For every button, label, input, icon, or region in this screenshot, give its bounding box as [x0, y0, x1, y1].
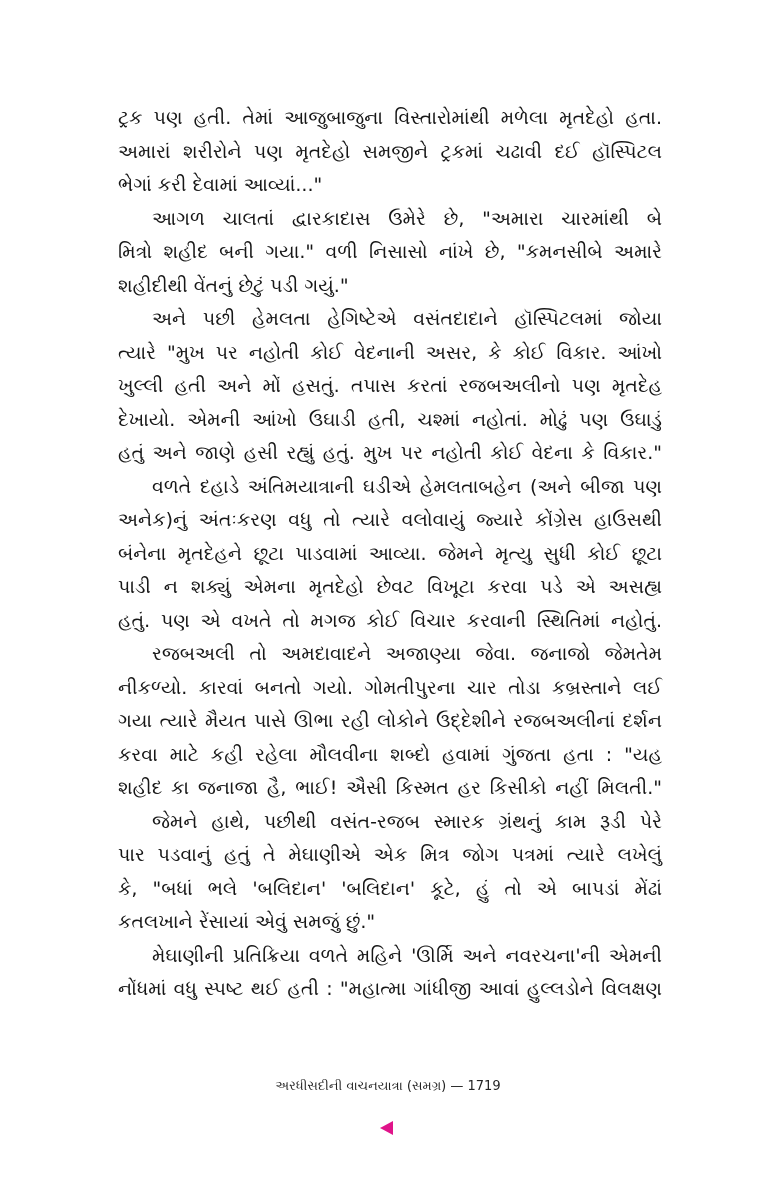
text-line: હતું. પણ એ વખતે તો મગજ કોઈ વિચાર કરવાની સ્થિતિમાં નહોતું.: [118, 609, 662, 632]
page-body: [118, 102, 662, 1007]
text-line: અમારાં શરીરોને પણ મૃતદેહો સમજીને ટ્રકમાં ચઢાવી દઈ હૉસ્પિટલ: [118, 140, 662, 163]
paragraph: [118, 471, 662, 639]
text-line: ત્યારે "મુખ પર નહોતી કોઈ વેદનાની અસર, કે કોઈ વિકાર. આંખો: [118, 341, 662, 364]
running-footer: અરધીસદીની વાચનયાત્રા (સમગ્ર) — 1719: [275, 1079, 501, 1094]
paragraph: [118, 806, 662, 940]
text-line: ટ્રક પણ હતી. તેમાં આજુબાજુના વિસ્તારોમાંથી મળેલા મૃતદેહો હતા.: [118, 107, 662, 129]
text-line: ભેગાં કરી દેવામાં આવ્યાં...": [118, 174, 323, 196]
text-line: રજબઅલી તો અમદાવાદને અજાણ્યા જેવા. જનાજો જેમતેમ: [152, 643, 662, 665]
previous-page-arrow-icon[interactable]: [380, 1121, 393, 1135]
text-line: વળતે દહાડે અંતિમયાત્રાની ઘડીએ હેમલતાબહેન (અને બીજા પણ: [152, 475, 662, 498]
text-line: પાડી ન શક્યું એમના મૃતદેહો છેવટ વિખૂટા કરવા પડે એ અસહ્ય: [118, 576, 662, 598]
text-line: બંનેના મૃતદેહને છૂટા પાડવામાં આવ્યા. જેમને મૃત્યુ સુધી કોઈ છૂટા: [118, 542, 662, 565]
text-line: હતું અને જાણે હસી રહ્યું હતું. મુખ પર નહોતી કોઈ વેદના કે વિકાર.": [118, 442, 662, 464]
paragraph: [118, 203, 662, 304]
text-line: પાર પડવાનું હતું તે મેઘાણીએ એક મિત્ર જોગ પત્રમાં ત્યારે લખેલું: [118, 844, 662, 866]
text-line: જેમને હાથે, પછીથી વસંત-રજબ સ્મારક ગ્રંથનું કામ રૂડી પેરે: [152, 810, 662, 833]
text-line: ખુલ્લી હતી અને મોં હસતું. તપાસ કરતાં રજબઅલીનો પણ મૃતદેહ: [118, 375, 662, 397]
paragraph: [118, 940, 662, 1007]
text-line: નોંધમાં વધુ સ્પષ્ટ થઈ હતી : "મહાત્મા ગાંધીજી આવાં હુલ્લડોને વિલક્ષણ: [118, 978, 662, 1000]
text-line: કે, "બધાં ભલે 'બલિદાન' 'બલિદાન' કૂટે, હું તો એ બાપડાં મેંઢાં: [118, 877, 662, 900]
paragraph: [118, 638, 662, 806]
text-line: અને પછી હેમલતા હેગિષ્ટેએ વસંતદાદાને હૉસ્પિટલમાં જોયા: [152, 308, 662, 330]
paragraph: [118, 303, 662, 471]
text-line: અનેક)નું અંતઃકરણ વધુ તો ત્યારે વલોવાયું જ્યારે કોંગ્રેસ હાઉસથી: [118, 509, 662, 531]
text-line: મેઘાણીની પ્રતિક્રિયા વળતે મહિને 'ઊર્મિ અને નવરચના'ની એમની: [152, 944, 662, 967]
text-line: આગળ ચાલતાં દ્વારકાદાસ ઉમેરે છે, "અમારા ચારમાંથી બે: [152, 207, 662, 230]
text-line: મિત્રો શહીદ બની ગયા." વળી નિસાસો નાંખે છે, "કમનસીબે અમારે: [118, 241, 662, 263]
text-line: કતલખાને રેંસાયાં એવું સમજું છું.": [118, 911, 376, 933]
text-line: શહીદ કા જનાજા હૈ, ભાઈ! ઐસી કિસ્મત હર કિસીકો નહીં મિલતી.": [118, 777, 662, 799]
text-line: દેખાયો. એમની આંખો ઉઘાડી હતી, ચશ્માં નહોતાં. મોઢું પણ ઉઘાડું: [118, 408, 662, 431]
paragraph: [118, 102, 662, 203]
text-line: કરવા માટે કહી રહેલા મૌલવીના શબ્દો હવામાં ગુંજતા હતા : "યહ: [118, 743, 662, 766]
text-line: ગયા ત્યારે મૈયત પાસે ઊભા રહી લોકોને ઉદ્દેશીને રજબઅલીનાં દર્શન: [118, 710, 662, 732]
text-line: નીકળ્યો. કારવાં બનતો ગયો. ગોમતીપુરના ચાર તોડા કબ્રસ્તાને લઈ: [118, 676, 662, 699]
text-line: શહીદીથી વેંતનું છેટું પડી ગયું.": [118, 274, 349, 297]
